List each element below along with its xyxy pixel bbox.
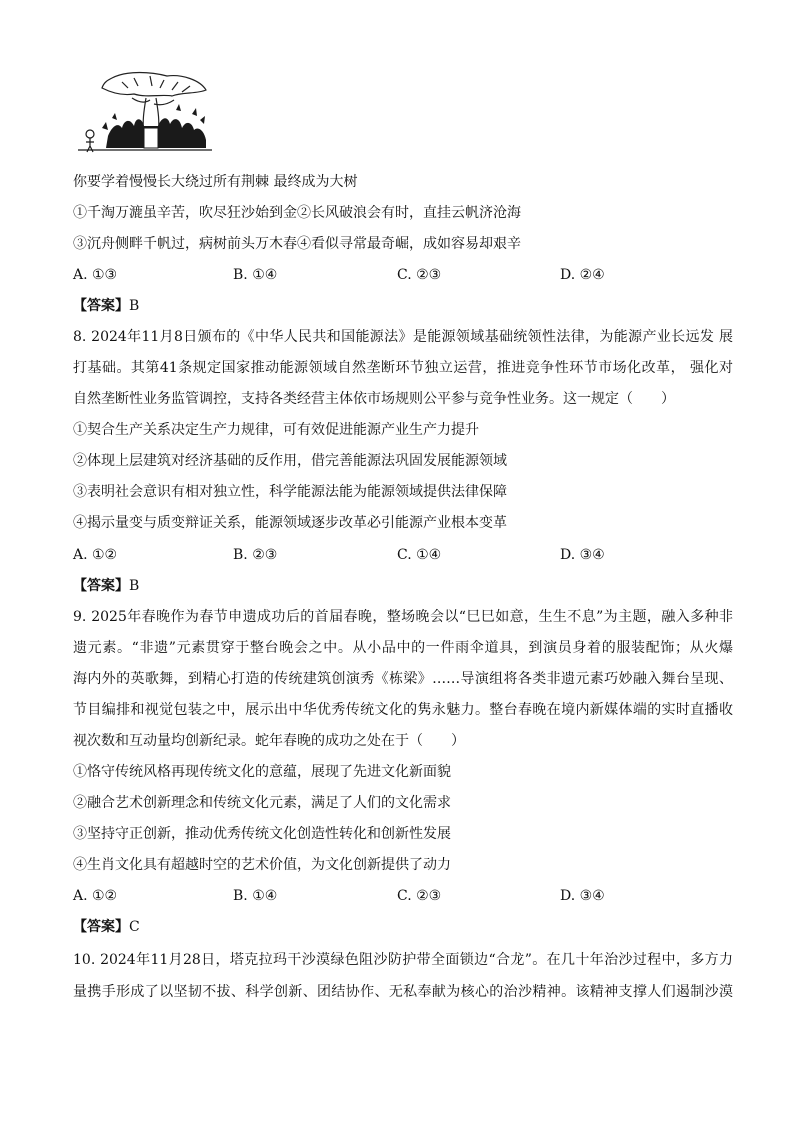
q8-option-a: A. ①②	[73, 547, 118, 563]
q7-option-a: A. ①③	[73, 267, 118, 283]
q9-item-3: ③坚持守正创新，推动优秀传统文化创造性转化和创新性发展	[73, 826, 451, 842]
q8-item-3: ③表明社会意识有相对独立性，科学能源法能为能源领域提供法律保障	[73, 484, 507, 500]
q7-answer	[73, 296, 139, 316]
q9-item-4: ④生肖文化具有超越时空的艺术价值，为文化创新提供了动力	[73, 857, 451, 873]
q9-answer	[73, 917, 140, 937]
q7-caption: 你要学着慢慢长大绕过所有荆棘 最终成为大树	[73, 174, 358, 190]
q7-option-b: B. ①④	[233, 267, 278, 283]
q9-stem-line-2: 遗元素。“非遗”元素贯穿于整台晚会之中。从小品中的一件雨伞道具，到演员身着的服装配饰；从火爆	[73, 640, 733, 656]
q10-stem-line-2: 量携手形成了以坚韧不拔、科学创新、团结协作、无私奉献为核心的治沙精神。该精神支撑人们遏制沙漠	[73, 984, 733, 1000]
answer-value: B	[129, 298, 140, 314]
q8-answer	[73, 576, 139, 596]
answer-label: 【答案】	[73, 298, 129, 314]
q9-options	[73, 886, 733, 906]
q9-stem-line-1: 9. 2025年春晚作为春节申遗成功后的首届春晚，整场晚会以“巳巳如意，生生不息”为主题，融入多种非	[73, 609, 733, 625]
q9-option-c: C. ②③	[397, 888, 442, 904]
q8-option-c: C. ①④	[397, 547, 442, 563]
q8-item-2: ②体现上层建筑对经济基础的反作用，借完善能源法巩固发展能源领域	[73, 453, 507, 469]
q9-option-d: D. ③④	[560, 888, 605, 904]
answer-value: B	[129, 578, 140, 594]
tree-among-thorns-icon	[72, 70, 216, 154]
q7-options	[73, 265, 733, 285]
answer-label: 【答案】	[73, 578, 129, 594]
q10-stem-line-1: 10. 2024年11月28日，塔克拉玛干沙漠绿色阻沙防护带全面锁边“合龙”。在几十年治沙过程中，多方力	[73, 952, 733, 968]
q8-options	[73, 545, 733, 565]
q8-stem-line-2: 打基础。其第41条规定国家推动能源领域自然垄断环节独立运营，推进竞争性环节市场化改革， 强化对	[73, 360, 733, 376]
q8-item-4: ④揭示量变与质变辩证关系，能源领域逐步改革必引能源产业根本变革	[73, 515, 507, 531]
q9-item-2: ②融合艺术创新理念和传统文化元素，满足了人们的文化需求	[73, 795, 451, 811]
q7-option-c: C. ②③	[397, 267, 442, 283]
q7-item-1: ①千淘万漉虽辛苦，吹尽狂沙始到金②长风破浪会有时，直挂云帆济沧海	[73, 205, 521, 221]
q8-option-b: B. ②③	[233, 547, 278, 563]
q9-stem-line-3: 海内外的英歌舞，到精心打造的传统建筑创演秀《栋梁》……导演组将各类非遗元素巧妙融入舞台呈现、	[73, 671, 733, 687]
q8-item-1: ①契合生产关系决定生产力规律，可有效促进能源产业生产力提升	[73, 422, 479, 438]
q8-stem-line-3: 自然垄断性业务监管调控，支持各类经营主体依市场规则公平参与竞争性业务。这一规定（ ）	[73, 391, 675, 407]
q9-stem-line-4: 节目编排和视觉包装之中，展示出中华优秀传统文化的隽永魅力。整台春晚在境内新媒体端的实时直播收	[73, 702, 733, 718]
q7-option-d: D. ②④	[560, 267, 605, 283]
answer-value: C	[129, 919, 140, 935]
q9-item-1: ①恪守传统风格再现传统文化的意蕴，展现了先进文化新面貌	[73, 764, 451, 780]
q7-item-2: ③沉舟侧畔千帆过，病树前头万木春④看似寻常最奇崛，成如容易却艰辛	[73, 236, 521, 252]
q8-option-d: D. ③④	[560, 547, 605, 563]
q9-option-b: B. ①④	[233, 888, 278, 904]
answer-label: 【答案】	[73, 919, 129, 935]
q9-stem-line-5: 视次数和互动量均创新纪录。蛇年春晚的成功之处在于（ ）	[73, 733, 465, 749]
q9-option-a: A. ①②	[73, 888, 118, 904]
q8-stem-line-1: 8. 2024年11月8日颁布的《中华人民共和国能源法》是能源领域基础统领性法律，为能源产业长远发 展	[73, 329, 733, 345]
